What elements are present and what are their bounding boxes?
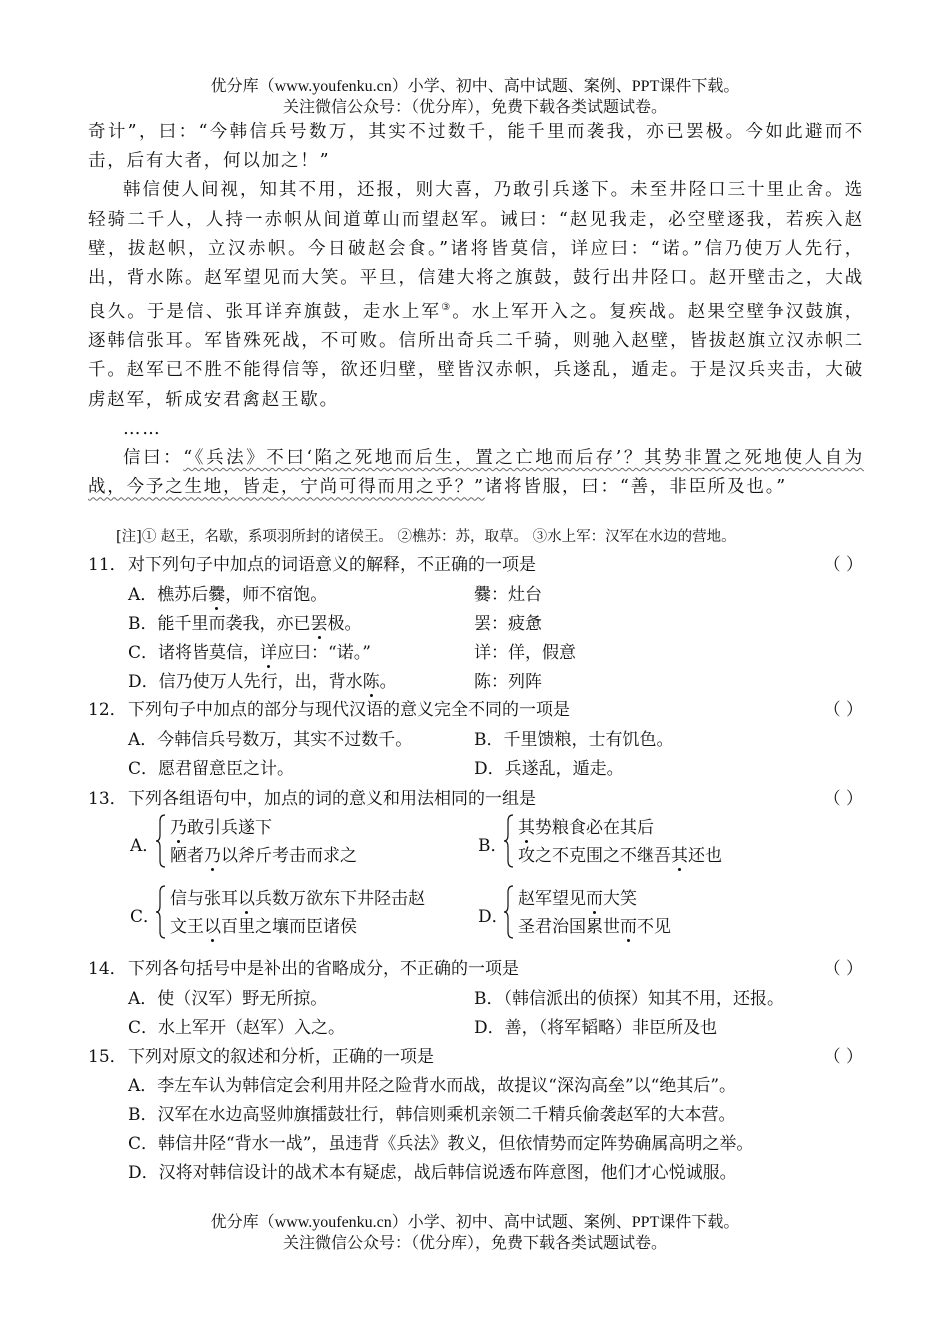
option-text: B．: [128, 1105, 158, 1125]
question-15: [88, 1042, 863, 1067]
footer-line-2: 关注微信公众号：（优分库），免费下载各类试题试卷。: [282, 1235, 667, 1252]
q12-option-a: [128, 725, 412, 750]
option-text: 今韩信兵号数万，: [157, 730, 294, 750]
option-text: 愿君: [158, 759, 193, 779]
option-text: 赵军望见: [518, 889, 586, 909]
option-text: 汉军在水边高竖帅旗擂鼓壮行，韩信则乘机亲领二千精兵偷袭赵军的大本营。: [157, 1105, 736, 1125]
question-number: 15．: [88, 1047, 127, 1067]
footnote-ref-3: ③: [441, 302, 453, 314]
option-text: A．: [128, 989, 158, 1009]
dotted-word: 乃: [204, 846, 221, 866]
dotted-word: 罢: [310, 614, 328, 634]
q11-gloss-b: 罢：疲惫: [474, 614, 542, 634]
question-13: [88, 784, 863, 809]
option-text: A．: [128, 730, 158, 750]
q11-gloss-d: 陈：列阵: [474, 672, 542, 692]
q12-option-b: [474, 725, 674, 750]
question-number: 14．: [88, 959, 127, 979]
option-text: 应曰：“诺。”: [277, 643, 371, 663]
option-text: 汉将对韩信设计的战术本有疑虑，战后韩信说透布阵意图，他们才心悦诚服。: [158, 1163, 737, 1183]
q15-option-c: [128, 1129, 753, 1154]
option-text: 还也: [688, 846, 722, 866]
passage-para-3a: 信曰：: [123, 448, 184, 469]
group-line-1: [518, 813, 654, 838]
option-text: 。: [379, 672, 397, 692]
group-line-2: [170, 841, 357, 866]
group-label: B．: [478, 836, 508, 856]
option-text: 信乃使万人先行，出，背水: [158, 672, 363, 692]
question-14: [88, 954, 863, 979]
group-label: C．: [130, 907, 161, 927]
option-text: 李左车认为韩信定会利用井陉之险背水而战，故提议“深沟高垒”以“绝其后”。: [157, 1076, 737, 1096]
option-text: 樵苏后: [157, 585, 209, 605]
annotation-note: [注]① 赵王，名歇，系项羽所封的诸侯王。 ②樵苏：苏，取草。 ③水上军：汉军在水边的营地。: [116, 529, 736, 545]
passage: [88, 118, 864, 502]
dotted-word: 详: [260, 643, 278, 663]
answer-paren: （ ）: [823, 700, 863, 720]
option-text: ，师不宿饱。: [225, 585, 328, 605]
answer-paren: （ ）: [823, 1047, 863, 1067]
option-text: 信与张耳: [170, 889, 238, 909]
passage-para-2: [88, 176, 864, 414]
option-text: 攻之不克围之不继吾: [518, 846, 671, 866]
option-text: C．: [128, 759, 159, 779]
option-text: ，士有饥色。: [571, 730, 674, 750]
dotted-word: 陈: [362, 672, 380, 692]
option-text: B．: [474, 989, 504, 1009]
wavy-underlined-sentence: “《兵法》不曰‘陷之死地而后生，置之亡地而后存’？其势非置之死地使人自为战，今予之生地，皆走，宁尚可得而用之乎？”: [88, 448, 864, 498]
option-text: C．: [128, 1018, 159, 1038]
brace-icon: [504, 813, 514, 869]
option-text: D．: [128, 1163, 159, 1183]
dotted-word: 以: [238, 889, 255, 909]
q15-option-d: [128, 1158, 737, 1183]
brace-icon: [156, 813, 166, 869]
q15-option-a: [128, 1071, 736, 1096]
option-text: 遁走: [572, 759, 607, 779]
passage-para-1: 奇计”，曰：“今韩信兵号数万，其实不过数千，能千里而袭我，亦已罢极。今如此避而不击，后有大者，何以加之！”: [88, 122, 864, 172]
dotted-word: 乃: [170, 818, 187, 838]
option-text: 千里: [503, 730, 538, 750]
question-stem: 对下列句子中加点的词语意义的解释，不正确的一项是: [128, 555, 536, 575]
question-number: 13．: [88, 789, 127, 809]
group-label: D．: [478, 907, 509, 927]
question-12: [88, 695, 863, 720]
group-line-2: [170, 912, 357, 937]
group-line-1: [518, 884, 637, 909]
footer-line-1: 优分库（www.youfenku.cn）小学、初中、高中试题、案例、PPT课件下载。: [210, 1214, 740, 1231]
option-text: 陋者: [170, 846, 204, 866]
option-text: 圣君治国累世: [518, 917, 620, 937]
dotted-word: 而: [586, 889, 603, 909]
option-text: 韩信井陉“背水一战”，虽违背《兵法》教义，但依情势而定阵势确属高明之举。: [158, 1134, 754, 1154]
option-text: B．: [474, 730, 504, 750]
option-text: 兵遂乱，: [504, 759, 573, 779]
passage-para-2b: 。水上军开入之。复疾战。赵果空壁争汉鼓旗，逐韩信张耳。军皆殊死战，不可败。信所出奇兵二千骑，则驰入赵壁，皆拔赵旗立汉赤帜二千。赵军已不胜不能得信等，欲还归壁，壁皆汉赤帜，兵遂乱，遁走。于是汉兵夹击，大破虏赵军，斩成安君禽赵王歇。: [88, 302, 864, 410]
answer-paren: （ ）: [823, 555, 863, 575]
question-stem: 下列对原文的叙述和分析，正确的一项是: [128, 1047, 434, 1067]
option-text: 留意: [192, 759, 227, 779]
option-text: 敢引兵遂下: [187, 818, 272, 838]
option-text: 大笑: [603, 889, 637, 909]
group-line-1: [170, 884, 425, 909]
dotted-word: 以: [204, 917, 221, 937]
option-text: 能千里而袭我，亦已: [157, 614, 311, 634]
option-text: 不过数千。: [327, 730, 413, 750]
option-text: 其实: [293, 730, 328, 750]
option-text: D．: [474, 759, 505, 779]
option-text: A．: [128, 1076, 158, 1096]
option-text: （韩信派出的侦探）知其不用，还报。: [503, 989, 784, 1009]
group-line-2: [518, 841, 722, 866]
option-text: 兵数万欲东下井陉击赵: [255, 889, 425, 909]
passage-para-2a: 韩信使人间视，知其不用，还报，则大喜，乃敢引兵遂下。未至井陉口三十里止舍。选轻骑二千人，人持一赤帜从间道萆山而望赵军。诫曰：“赵见我走，必空壁逐我，若疾入赵壁，拔赵帜，立汉赤帜。今日破赵会食。”诸将皆莫信，详应曰：“诺。”信乃使万人先行，出，背水陈。赵军望见而大笑。平旦，信建大将之旗鼓，鼓行出井陉口。赵开壁击之，大战良久。于是信、张耳详弃旗鼓，走水上军: [88, 180, 864, 323]
header-line-2: 关注微信公众号：（优分库），免费下载各类试题试卷。: [282, 99, 667, 116]
q11-option-c: [128, 638, 371, 663]
question-stem: 下列句子中加点的部分与现代汉语的意义完全不同的一项是: [128, 700, 570, 720]
q11-option-a: [128, 580, 327, 605]
answer-paren: （ ）: [823, 959, 863, 979]
q11-option-b: [128, 609, 362, 634]
option-text: C．: [128, 643, 159, 663]
option-text: 使（汉军）野无所掠。: [157, 989, 328, 1009]
option-text: 水上军开（赵军）入之。: [158, 1018, 346, 1038]
option-text: 善，（将军韬略）非臣所及也: [504, 1018, 718, 1038]
passage-ellipsis: ……: [123, 418, 162, 439]
option-text: A．: [128, 585, 158, 605]
option-text: 。: [606, 759, 624, 779]
option-text: 势粮食必在其后: [535, 818, 654, 838]
question-11: [88, 550, 863, 575]
group-line-2: [518, 912, 671, 937]
q14-option-c: [128, 1013, 345, 1038]
option-text: B．: [128, 614, 158, 634]
option-text: 以斧斤考击而求之: [221, 846, 357, 866]
question-number: 12．: [88, 700, 127, 720]
q14-option-b: [474, 984, 784, 1009]
option-text: 文王: [170, 917, 204, 937]
option-text: 馈粮: [537, 730, 572, 750]
group-label: A．: [130, 836, 160, 856]
option-text: 极。: [327, 614, 362, 634]
q12-option-d: [474, 754, 624, 779]
header-line-1: 优分库（www.youfenku.cn）小学、初中、高中试题、案例、PPT课件下载。: [210, 78, 740, 95]
passage-para-3b: 诸将皆服，曰：“善，非臣所及也。”: [484, 477, 787, 498]
option-text: C．: [128, 1134, 159, 1154]
q14-option-a: [128, 984, 327, 1009]
dotted-word: 而: [620, 917, 637, 937]
dotted-word: 其: [671, 846, 688, 866]
brace-icon: [156, 884, 166, 940]
group-line-1: [170, 813, 272, 838]
page-footer: [0, 1212, 950, 1254]
option-text: 诸将皆莫信，: [158, 643, 261, 663]
dotted-word: 爨: [208, 585, 226, 605]
q11-gloss-c: 详：佯，假意: [474, 643, 576, 663]
brace-icon: [504, 884, 514, 940]
dotted-word: 其: [518, 818, 535, 838]
option-text: 臣之计。: [226, 759, 295, 779]
option-text: 百里之壤而臣诸侯: [221, 917, 357, 937]
q14-option-d: [474, 1013, 717, 1038]
q11-option-d: [128, 667, 397, 692]
question-number: 11．: [88, 555, 127, 575]
option-text: D．: [474, 1018, 505, 1038]
question-stem: 下列各句括号中是补出的省略成分，不正确的一项是: [128, 959, 519, 979]
option-text: D．: [128, 672, 159, 692]
question-stem: 下列各组语句中，加点的词的意义和用法相同的一组是: [128, 789, 536, 809]
q11-gloss-a: 爨：灶台: [474, 585, 542, 605]
answer-paren: （ ）: [823, 789, 863, 809]
q15-option-b: [128, 1100, 736, 1125]
option-text: 不见: [637, 917, 671, 937]
passage-para-3: [88, 444, 864, 502]
q12-option-c: [128, 754, 294, 779]
page-header: [0, 76, 950, 118]
